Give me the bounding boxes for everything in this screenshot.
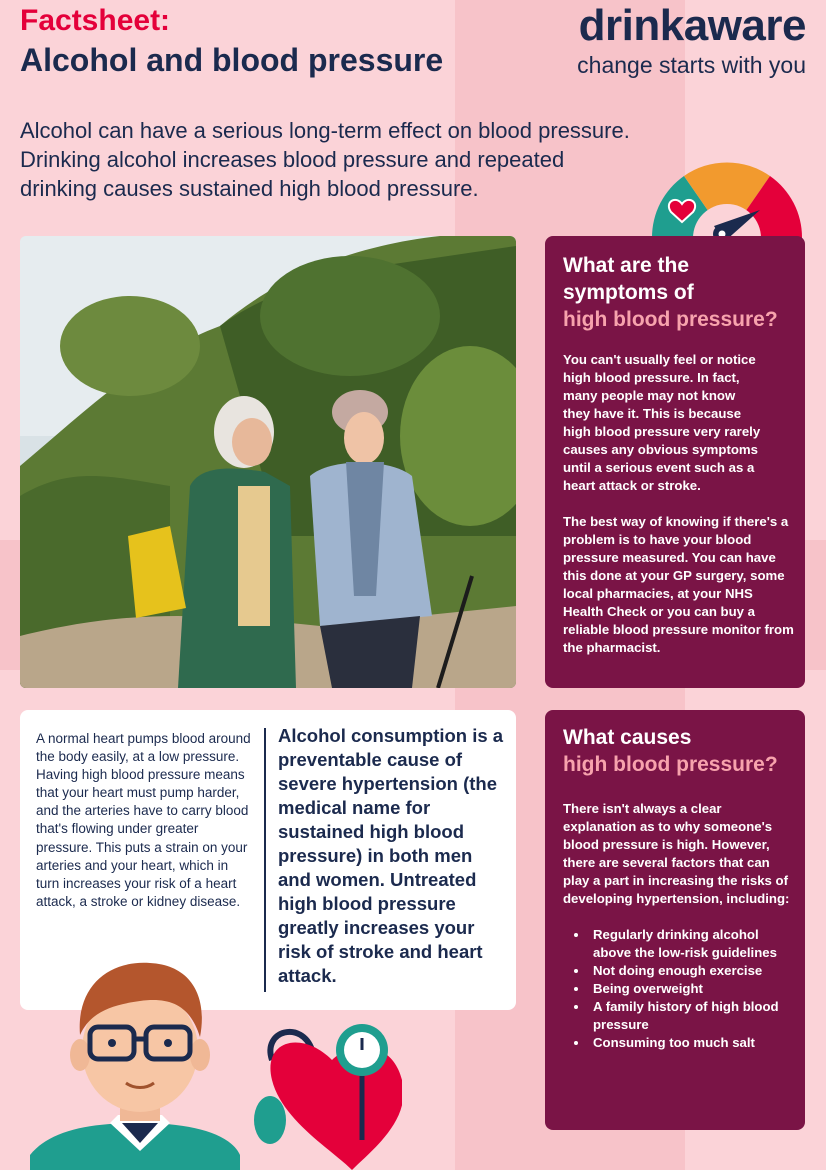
symptoms-paragraph-1: You can't usually feel or notice high blood pressure. In fact, many people may not know they have it. This is because high blood pressure very rarely causes any obvious symptoms until a serious event such as a heart attack or stroke. (563, 352, 761, 493)
causes-heading-line1: What causes (563, 726, 692, 749)
blood-pressure-gauge-icon (648, 156, 806, 246)
photo-two-women-walking (20, 236, 516, 688)
symptoms-heading-line1: What are the (563, 254, 690, 277)
symptoms-heading (563, 252, 795, 333)
logo-tagline: change starts with you (577, 52, 806, 78)
page-title: Alcohol and blood pressure (20, 42, 444, 78)
causes-heading (563, 724, 795, 778)
list-item: • Consuming too much salt (589, 1034, 795, 1052)
heart-info-text: A normal heart pumps blood around the body easily, at a low pressure. Having high blood pressure means that your heart must pump harder, and the arteries have to carry blood that's flowing under greater pressure. This puts a strain on your arteries and your heart, which in turn increases your risk of a heart attack, a stroke or kidney disease. (36, 731, 251, 909)
hypertension-callout: Alcohol consumption is a preventable cause of severe hypertension (the medical name for sustained high blood pressure) in both men and women. Untreated high blood pressure greatly increases your risk of stroke and heart attack. (278, 725, 504, 986)
divider (264, 728, 266, 992)
list-item: • Regularly drinking alcohol above the low-risk guidelines (589, 926, 795, 962)
intro-text: Alcohol can have a serious long-term effect on blood pressure. Drinking alcohol increases blood pressure and repeated drinking causes sustained high blood pressure. (20, 118, 630, 201)
symptoms-heading-line2: symptoms of (563, 281, 694, 304)
drinkaware-logo[interactable] (577, 2, 806, 78)
logo-wordmark: drinkaware (578, 1, 806, 50)
symptoms-paragraph-2: The best way of knowing if there's a problem is to have your blood pressure measured. You can have this done at your GP surgery, some local pharmacies, at your NHS Health Check or you can buy a reliable blood pressure monitor from the pharmacist. (563, 514, 794, 655)
list-item: • A family history of high blood pressure (589, 998, 795, 1034)
list-item: • Being overweight (589, 980, 795, 998)
heart-stethoscope-illustration (242, 1020, 402, 1170)
list-item: • Not doing enough exercise (589, 962, 795, 980)
causes-panel (545, 710, 805, 1130)
causes-paragraph: There isn't always a clear explanation as to why someone's blood pressure is high. However, there are several factors that can play a part in increasing the risks of developing hypertension, including: (563, 801, 790, 906)
symptoms-panel (545, 236, 805, 688)
causes-list (563, 926, 795, 1052)
factsheet-label: Factsheet: (20, 4, 171, 37)
causes-heading-highlight: high blood pressure? (563, 753, 778, 776)
symptoms-heading-highlight: high blood pressure? (563, 308, 778, 331)
person-illustration (30, 955, 240, 1170)
